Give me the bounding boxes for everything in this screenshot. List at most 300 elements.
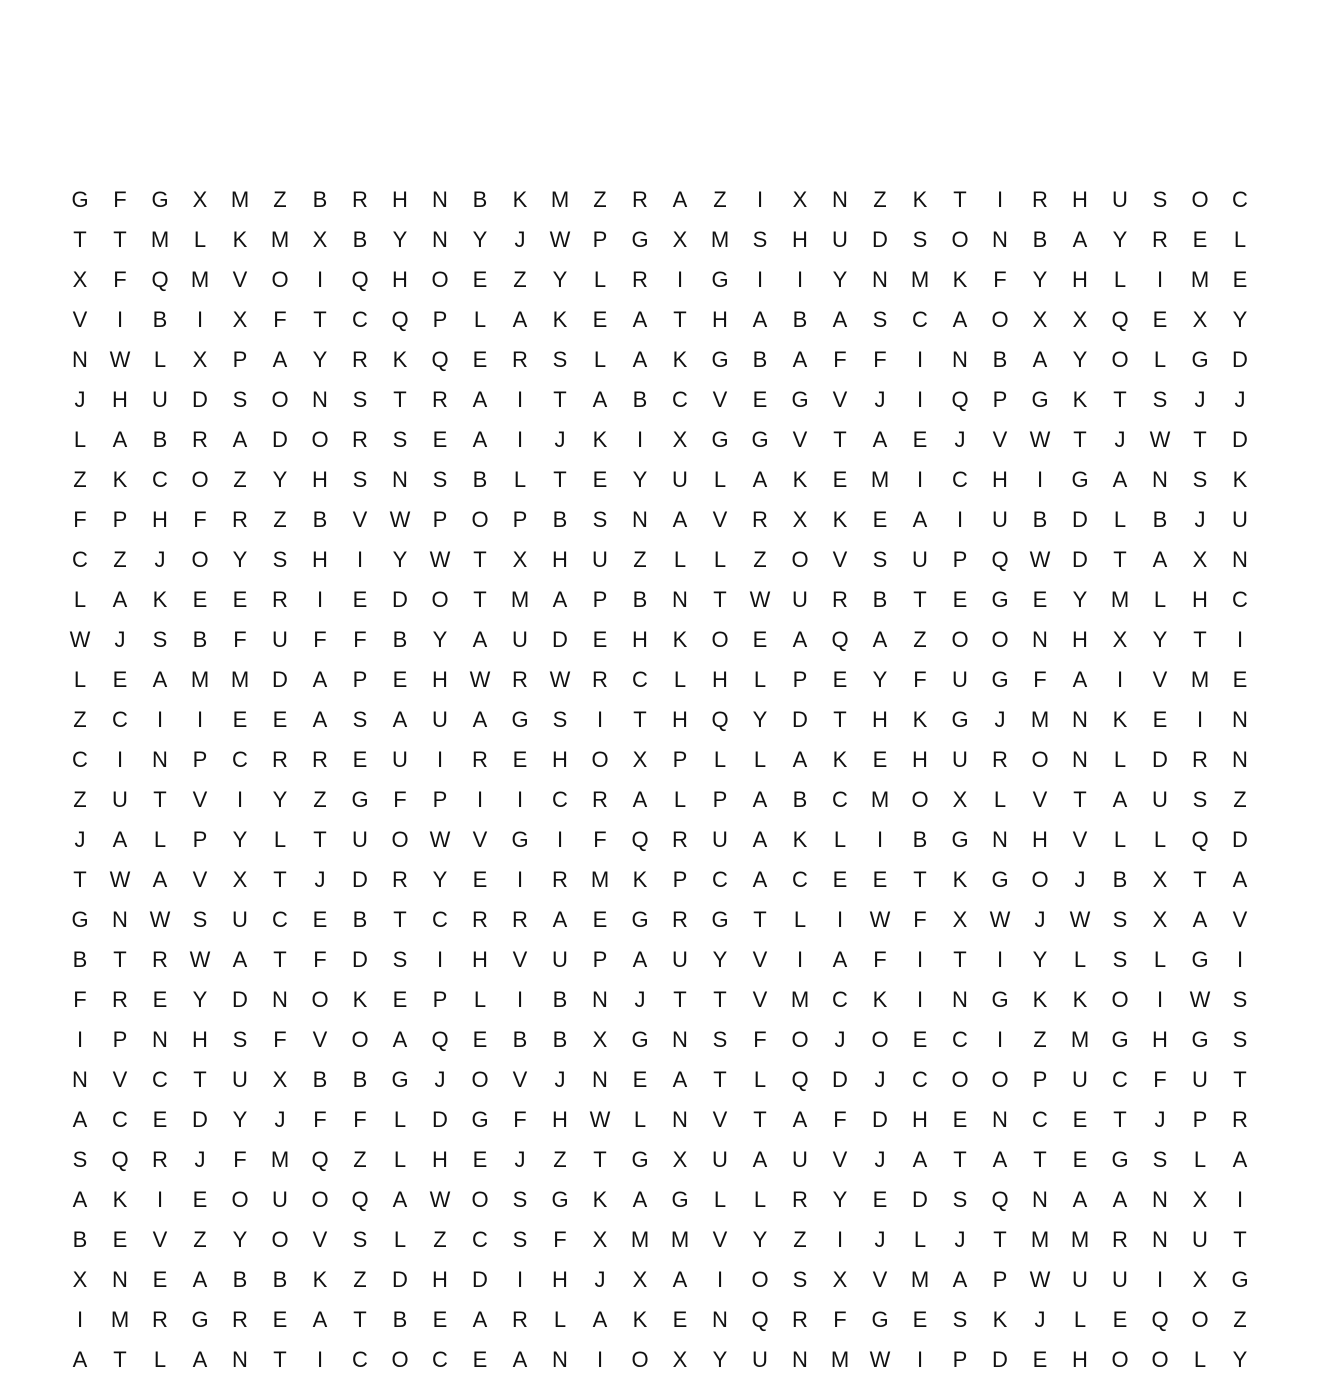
letter-cell[interactable]: M xyxy=(910,1267,930,1292)
letter-cell[interactable]: N xyxy=(1152,1227,1168,1252)
letter-cell[interactable]: U xyxy=(1232,507,1248,532)
letter-cell[interactable]: A xyxy=(872,427,888,452)
letter-cell[interactable]: L xyxy=(753,747,767,772)
letter-cell[interactable]: X xyxy=(1192,1267,1208,1292)
letter-cell[interactable]: W xyxy=(589,1107,611,1132)
letter-cell[interactable]: J xyxy=(554,427,566,452)
letter-cell[interactable]: J xyxy=(594,1267,606,1292)
letter-cell[interactable]: U xyxy=(1072,1267,1088,1292)
letter-cell[interactable]: U xyxy=(792,587,808,612)
letter-cell[interactable]: A xyxy=(152,867,168,892)
letter-cell[interactable]: N xyxy=(1232,547,1248,572)
letter-cell[interactable]: E xyxy=(872,747,888,772)
letter-cell[interactable]: Q xyxy=(831,627,849,652)
letter-cell[interactable]: D xyxy=(192,387,208,412)
letter-cell[interactable]: E xyxy=(192,1187,208,1212)
letter-cell[interactable]: E xyxy=(912,427,928,452)
letter-cell[interactable]: O xyxy=(591,747,609,772)
letter-cell[interactable]: E xyxy=(432,427,448,452)
letter-cell[interactable]: A xyxy=(872,627,888,652)
letter-cell[interactable]: I xyxy=(236,787,244,812)
letter-cell[interactable]: D xyxy=(832,1067,848,1092)
letter-cell[interactable]: L xyxy=(673,667,687,692)
letter-cell[interactable]: D xyxy=(1232,427,1248,452)
letter-cell[interactable]: M xyxy=(230,667,250,692)
letter-cell[interactable]: Y xyxy=(552,267,568,292)
letter-cell[interactable]: T xyxy=(113,227,127,252)
letter-cell[interactable]: X xyxy=(1152,907,1168,932)
letter-cell[interactable]: R xyxy=(992,747,1008,772)
letter-cell[interactable]: Y xyxy=(232,1227,248,1252)
letter-cell[interactable]: P xyxy=(432,787,448,812)
letter-cell[interactable]: W xyxy=(109,867,131,892)
letter-cell[interactable]: B xyxy=(752,347,768,372)
letter-cell[interactable]: X xyxy=(632,1267,648,1292)
letter-cell[interactable]: N xyxy=(312,387,328,412)
letter-cell[interactable]: E xyxy=(472,1347,488,1372)
letter-cell[interactable]: O xyxy=(431,587,449,612)
letter-cell[interactable]: P xyxy=(352,667,368,692)
letter-cell[interactable]: S xyxy=(512,1227,528,1252)
letter-cell[interactable]: I xyxy=(796,947,804,972)
letter-cell[interactable]: N xyxy=(552,1347,568,1372)
letter-cell[interactable]: V xyxy=(1232,907,1248,932)
letter-cell[interactable]: B xyxy=(312,507,328,532)
letter-cell[interactable]: R xyxy=(752,507,768,532)
letter-cell[interactable]: E xyxy=(192,587,208,612)
letter-cell[interactable]: T xyxy=(473,587,487,612)
letter-cell[interactable]: V xyxy=(792,427,808,452)
letter-cell[interactable]: O xyxy=(951,1067,969,1092)
letter-cell[interactable]: H xyxy=(912,747,928,772)
letter-cell[interactable]: S xyxy=(392,947,408,972)
letter-cell[interactable]: Y xyxy=(1032,267,1048,292)
letter-cell[interactable]: A xyxy=(792,627,808,652)
letter-cell[interactable]: P xyxy=(992,387,1008,412)
letter-cell[interactable]: T xyxy=(273,947,287,972)
letter-cell[interactable]: B xyxy=(312,187,328,212)
letter-cell[interactable]: E xyxy=(1232,667,1248,692)
letter-cell[interactable]: U xyxy=(712,1147,728,1172)
letter-cell[interactable]: K xyxy=(152,587,168,612)
letter-cell[interactable]: U xyxy=(1072,1067,1088,1092)
letter-cell[interactable]: F xyxy=(593,827,607,852)
letter-cell[interactable]: O xyxy=(311,427,329,452)
letter-cell[interactable]: Q xyxy=(791,1067,809,1092)
letter-cell[interactable]: H xyxy=(432,1147,448,1172)
letter-cell[interactable]: K xyxy=(592,1187,608,1212)
letter-cell[interactable]: E xyxy=(392,667,408,692)
letter-cell[interactable]: A xyxy=(112,587,128,612)
letter-cell[interactable]: A xyxy=(512,307,528,332)
letter-cell[interactable]: I xyxy=(516,787,524,812)
letter-cell[interactable]: X xyxy=(1192,1187,1208,1212)
letter-cell[interactable]: K xyxy=(112,467,128,492)
letter-cell[interactable]: E xyxy=(872,507,888,532)
letter-cell[interactable]: D xyxy=(352,867,368,892)
letter-cell[interactable]: D xyxy=(1072,507,1088,532)
letter-cell[interactable]: F xyxy=(873,347,887,372)
letter-cell[interactable]: I xyxy=(1236,1187,1244,1212)
letter-cell[interactable]: C xyxy=(552,787,568,812)
letter-cell[interactable]: E xyxy=(232,587,248,612)
letter-cell[interactable]: V xyxy=(712,507,728,532)
letter-cell[interactable]: S xyxy=(592,507,608,532)
letter-cell[interactable]: L xyxy=(713,467,727,492)
letter-cell[interactable]: Q xyxy=(1111,307,1129,332)
letter-cell[interactable]: S xyxy=(792,1267,808,1292)
letter-cell[interactable]: E xyxy=(472,1027,488,1052)
letter-cell[interactable]: A xyxy=(752,307,768,332)
letter-cell[interactable]: V xyxy=(992,427,1008,452)
letter-cell[interactable]: T xyxy=(73,867,87,892)
letter-cell[interactable]: K xyxy=(312,1267,328,1292)
letter-cell[interactable]: P xyxy=(232,347,248,372)
letter-cell[interactable]: V xyxy=(832,1147,848,1172)
letter-cell[interactable]: E xyxy=(1032,587,1048,612)
letter-cell[interactable]: K xyxy=(1072,987,1088,1012)
letter-cell[interactable]: X xyxy=(192,187,208,212)
letter-cell[interactable]: N xyxy=(712,1307,728,1332)
letter-cell[interactable]: R xyxy=(512,907,528,932)
letter-cell[interactable]: N xyxy=(432,227,448,252)
letter-cell[interactable]: T xyxy=(1113,547,1127,572)
letter-cell[interactable]: S xyxy=(392,427,408,452)
letter-cell[interactable]: L xyxy=(913,1227,927,1252)
letter-cell[interactable]: Q xyxy=(351,267,369,292)
letter-cell[interactable]: P xyxy=(952,1347,968,1372)
letter-cell[interactable]: Y xyxy=(1152,627,1168,652)
letter-cell[interactable]: Z xyxy=(73,707,87,732)
letter-cell[interactable]: I xyxy=(916,947,924,972)
letter-cell[interactable]: W xyxy=(869,1347,891,1372)
letter-cell[interactable]: L xyxy=(73,667,87,692)
letter-cell[interactable]: I xyxy=(516,987,524,1012)
letter-cell[interactable]: A xyxy=(72,1347,88,1372)
letter-cell[interactable]: L xyxy=(1153,827,1167,852)
letter-cell[interactable]: I xyxy=(916,347,924,372)
letter-cell[interactable]: P xyxy=(672,867,688,892)
letter-cell[interactable]: A xyxy=(72,1107,88,1132)
letter-cell[interactable]: T xyxy=(713,587,727,612)
letter-cell[interactable]: Y xyxy=(712,947,728,972)
letter-cell[interactable]: Q xyxy=(391,307,409,332)
letter-cell[interactable]: S xyxy=(192,907,208,932)
letter-cell[interactable]: M xyxy=(230,187,250,212)
letter-cell[interactable]: G xyxy=(1231,1267,1249,1292)
letter-cell[interactable]: I xyxy=(316,587,324,612)
letter-cell[interactable]: W xyxy=(549,667,571,692)
letter-cell[interactable]: V xyxy=(752,947,768,972)
letter-cell[interactable]: O xyxy=(631,1347,649,1372)
letter-cell[interactable]: Y xyxy=(312,347,328,372)
letter-cell[interactable]: Z xyxy=(753,547,767,572)
letter-cell[interactable]: A xyxy=(632,1187,648,1212)
letter-cell[interactable]: L xyxy=(153,827,167,852)
letter-cell[interactable]: Y xyxy=(232,827,248,852)
letter-cell[interactable]: L xyxy=(73,587,87,612)
letter-cell[interactable]: U xyxy=(1112,187,1128,212)
letter-cell[interactable]: R xyxy=(792,1187,808,1212)
letter-cell[interactable]: A xyxy=(472,387,488,412)
letter-cell[interactable]: J xyxy=(1034,1307,1046,1332)
letter-cell[interactable]: T xyxy=(633,707,647,732)
letter-cell[interactable]: S xyxy=(272,547,288,572)
letter-cell[interactable]: F xyxy=(353,1107,367,1132)
letter-cell[interactable]: X xyxy=(1152,867,1168,892)
letter-cell[interactable]: X xyxy=(952,907,968,932)
letter-cell[interactable]: L xyxy=(1153,587,1167,612)
letter-cell[interactable]: I xyxy=(196,307,204,332)
letter-cell[interactable]: Q xyxy=(151,267,169,292)
letter-cell[interactable]: H xyxy=(312,547,328,572)
letter-cell[interactable]: E xyxy=(272,1307,288,1332)
letter-cell[interactable]: Q xyxy=(1151,1307,1169,1332)
letter-cell[interactable]: S xyxy=(72,1147,88,1172)
letter-cell[interactable]: L xyxy=(793,907,807,932)
letter-cell[interactable]: D xyxy=(872,1107,888,1132)
letter-cell[interactable]: D xyxy=(392,587,408,612)
letter-cell[interactable]: N xyxy=(72,1067,88,1092)
letter-cell[interactable]: T xyxy=(1033,1147,1047,1172)
letter-cell[interactable]: F xyxy=(313,947,327,972)
letter-cell[interactable]: G xyxy=(631,907,649,932)
letter-cell[interactable]: S xyxy=(1112,907,1128,932)
letter-cell[interactable]: G xyxy=(751,427,769,452)
letter-cell[interactable]: B xyxy=(152,427,168,452)
letter-cell[interactable]: B xyxy=(1112,867,1128,892)
letter-cell[interactable]: X xyxy=(72,267,88,292)
letter-cell[interactable]: F xyxy=(753,1027,767,1052)
letter-cell[interactable]: Z xyxy=(353,1267,367,1292)
letter-cell[interactable]: M xyxy=(710,227,730,252)
letter-cell[interactable]: T xyxy=(713,1067,727,1092)
letter-cell[interactable]: L xyxy=(1113,267,1127,292)
letter-cell[interactable]: C xyxy=(952,1027,968,1052)
letter-cell[interactable]: E xyxy=(872,1187,888,1212)
letter-cell[interactable]: I xyxy=(996,187,1004,212)
letter-cell[interactable]: A xyxy=(992,1147,1008,1172)
letter-cell[interactable]: Y xyxy=(632,467,648,492)
letter-cell[interactable]: B xyxy=(792,307,808,332)
letter-cell[interactable]: E xyxy=(872,867,888,892)
letter-cell[interactable]: X xyxy=(312,227,328,252)
letter-cell[interactable]: E xyxy=(312,907,328,932)
letter-cell[interactable]: L xyxy=(753,667,767,692)
letter-cell[interactable]: U xyxy=(272,627,288,652)
letter-cell[interactable]: K xyxy=(232,227,248,252)
letter-cell[interactable]: O xyxy=(191,467,209,492)
letter-cell[interactable]: A xyxy=(792,347,808,372)
letter-cell[interactable]: R xyxy=(1112,1227,1128,1252)
letter-cell[interactable]: S xyxy=(1112,947,1128,972)
letter-cell[interactable]: K xyxy=(1232,467,1248,492)
letter-cell[interactable]: I xyxy=(596,1347,604,1372)
letter-cell[interactable]: A xyxy=(472,707,488,732)
letter-cell[interactable]: Z xyxy=(713,187,727,212)
letter-cell[interactable]: G xyxy=(71,907,89,932)
letter-cell[interactable]: U xyxy=(552,947,568,972)
letter-cell[interactable]: K xyxy=(1112,707,1128,732)
letter-cell[interactable]: C xyxy=(952,467,968,492)
letter-cell[interactable]: I xyxy=(836,907,844,932)
letter-cell[interactable]: T xyxy=(553,467,567,492)
letter-cell[interactable]: E xyxy=(152,1267,168,1292)
letter-cell[interactable]: L xyxy=(593,267,607,292)
letter-cell[interactable]: L xyxy=(473,987,487,1012)
letter-cell[interactable]: I xyxy=(796,267,804,292)
letter-cell[interactable]: S xyxy=(872,547,888,572)
letter-cell[interactable]: E xyxy=(272,707,288,732)
letter-cell[interactable]: M xyxy=(110,1307,130,1332)
letter-cell[interactable]: S xyxy=(952,1187,968,1212)
letter-cell[interactable]: A xyxy=(192,1347,208,1372)
letter-cell[interactable]: T xyxy=(753,907,767,932)
letter-cell[interactable]: N xyxy=(1152,467,1168,492)
letter-cell[interactable]: H xyxy=(112,387,128,412)
letter-cell[interactable]: E xyxy=(832,867,848,892)
letter-cell[interactable]: M xyxy=(190,667,210,692)
letter-cell[interactable]: S xyxy=(712,1027,728,1052)
letter-cell[interactable]: A xyxy=(552,907,568,932)
letter-cell[interactable]: Z xyxy=(513,267,527,292)
letter-cell[interactable]: V xyxy=(1152,667,1168,692)
letter-cell[interactable]: L xyxy=(593,347,607,372)
letter-cell[interactable]: I xyxy=(516,1267,524,1292)
letter-cell[interactable]: A xyxy=(1072,227,1088,252)
letter-cell[interactable]: W xyxy=(429,1187,451,1212)
letter-cell[interactable]: X xyxy=(792,187,808,212)
letter-cell[interactable]: W xyxy=(989,907,1011,932)
letter-cell[interactable]: O xyxy=(951,627,969,652)
letter-cell[interactable]: N xyxy=(152,1027,168,1052)
letter-cell[interactable]: L xyxy=(1113,827,1127,852)
letter-cell[interactable]: J xyxy=(1194,507,1206,532)
letter-cell[interactable]: B xyxy=(152,307,168,332)
letter-cell[interactable]: M xyxy=(1070,1027,1090,1052)
letter-cell[interactable]: W xyxy=(469,667,491,692)
letter-cell[interactable]: C xyxy=(1232,187,1248,212)
letter-cell[interactable]: I xyxy=(916,467,924,492)
letter-cell[interactable]: G xyxy=(711,267,729,292)
letter-cell[interactable]: Z xyxy=(113,547,127,572)
letter-cell[interactable]: I xyxy=(1236,627,1244,652)
letter-cell[interactable]: R xyxy=(352,347,368,372)
letter-cell[interactable]: X xyxy=(72,1267,88,1292)
letter-cell[interactable]: R xyxy=(352,427,368,452)
letter-cell[interactable]: S xyxy=(552,707,568,732)
letter-cell[interactable]: S xyxy=(952,1307,968,1332)
letter-cell[interactable]: O xyxy=(791,547,809,572)
letter-cell[interactable]: P xyxy=(1192,1107,1208,1132)
letter-cell[interactable]: I xyxy=(196,707,204,732)
letter-cell[interactable]: X xyxy=(672,1347,688,1372)
letter-cell[interactable]: A xyxy=(472,1307,488,1332)
letter-cell[interactable]: N xyxy=(152,747,168,772)
letter-cell[interactable]: O xyxy=(271,267,289,292)
letter-cell[interactable]: S xyxy=(352,467,368,492)
letter-cell[interactable]: K xyxy=(792,467,808,492)
letter-cell[interactable]: Q xyxy=(111,1147,129,1172)
letter-cell[interactable]: A xyxy=(832,307,848,332)
letter-cell[interactable]: E xyxy=(1192,227,1208,252)
letter-cell[interactable]: Y xyxy=(1112,227,1128,252)
letter-cell[interactable]: A xyxy=(1112,787,1128,812)
letter-cell[interactable]: C xyxy=(432,1347,448,1372)
letter-cell[interactable]: C xyxy=(832,987,848,1012)
letter-cell[interactable]: N xyxy=(992,227,1008,252)
letter-cell[interactable]: K xyxy=(872,987,888,1012)
letter-cell[interactable]: M xyxy=(150,227,170,252)
letter-cell[interactable]: K xyxy=(112,1187,128,1212)
letter-cell[interactable]: G xyxy=(951,707,969,732)
letter-cell[interactable]: T xyxy=(473,547,487,572)
letter-cell[interactable]: A xyxy=(632,347,648,372)
letter-cell[interactable]: V xyxy=(192,867,208,892)
letter-cell[interactable]: K xyxy=(512,187,528,212)
letter-cell[interactable]: H xyxy=(1072,627,1088,652)
letter-cell[interactable]: U xyxy=(352,827,368,852)
letter-cell[interactable]: S xyxy=(1192,467,1208,492)
letter-cell[interactable]: E xyxy=(592,907,608,932)
letter-cell[interactable]: Y xyxy=(432,627,448,652)
letter-cell[interactable]: G xyxy=(631,1147,649,1172)
letter-cell[interactable]: M xyxy=(270,1147,290,1172)
letter-cell[interactable]: W xyxy=(189,947,211,972)
letter-cell[interactable]: O xyxy=(1191,1307,1209,1332)
letter-cell[interactable]: L xyxy=(713,547,727,572)
letter-cell[interactable]: F xyxy=(913,907,927,932)
letter-cell[interactable]: A xyxy=(672,507,688,532)
letter-cell[interactable]: N xyxy=(1232,707,1248,732)
letter-cell[interactable]: K xyxy=(832,747,848,772)
letter-cell[interactable]: Y xyxy=(832,267,848,292)
letter-cell[interactable]: G xyxy=(471,1107,489,1132)
letter-cell[interactable]: N xyxy=(672,1027,688,1052)
letter-cell[interactable]: Y xyxy=(1072,587,1088,612)
letter-cell[interactable]: P xyxy=(592,947,608,972)
letter-cell[interactable]: H xyxy=(552,1267,568,1292)
letter-cell[interactable]: L xyxy=(713,1187,727,1212)
letter-cell[interactable]: J xyxy=(194,1147,206,1172)
letter-cell[interactable]: E xyxy=(592,467,608,492)
letter-cell[interactable]: D xyxy=(1232,827,1248,852)
letter-cell[interactable]: A xyxy=(592,387,608,412)
letter-cell[interactable]: U xyxy=(952,667,968,692)
letter-cell[interactable]: K xyxy=(632,867,648,892)
letter-cell[interactable]: T xyxy=(393,387,407,412)
letter-cell[interactable]: V xyxy=(472,827,488,852)
letter-cell[interactable]: V xyxy=(872,1267,888,1292)
letter-cell[interactable]: A xyxy=(752,1147,768,1172)
letter-cell[interactable]: S xyxy=(872,307,888,332)
letter-cell[interactable]: S xyxy=(512,1187,528,1212)
letter-cell[interactable]: M xyxy=(1070,1227,1090,1252)
letter-cell[interactable]: L xyxy=(1113,507,1127,532)
letter-cell[interactable]: Z xyxy=(793,1227,807,1252)
letter-cell[interactable]: R xyxy=(352,187,368,212)
letter-cell[interactable]: I xyxy=(996,1027,1004,1052)
letter-cell[interactable]: H xyxy=(912,1107,928,1132)
letter-cell[interactable]: F xyxy=(193,507,207,532)
letter-cell[interactable]: L xyxy=(1113,747,1127,772)
letter-cell[interactable]: Q xyxy=(631,827,649,852)
letter-cell[interactable]: G xyxy=(871,1307,889,1332)
letter-cell[interactable]: E xyxy=(592,627,608,652)
letter-cell[interactable]: K xyxy=(992,1307,1008,1332)
letter-cell[interactable]: T xyxy=(833,427,847,452)
letter-cell[interactable]: F xyxy=(393,787,407,812)
